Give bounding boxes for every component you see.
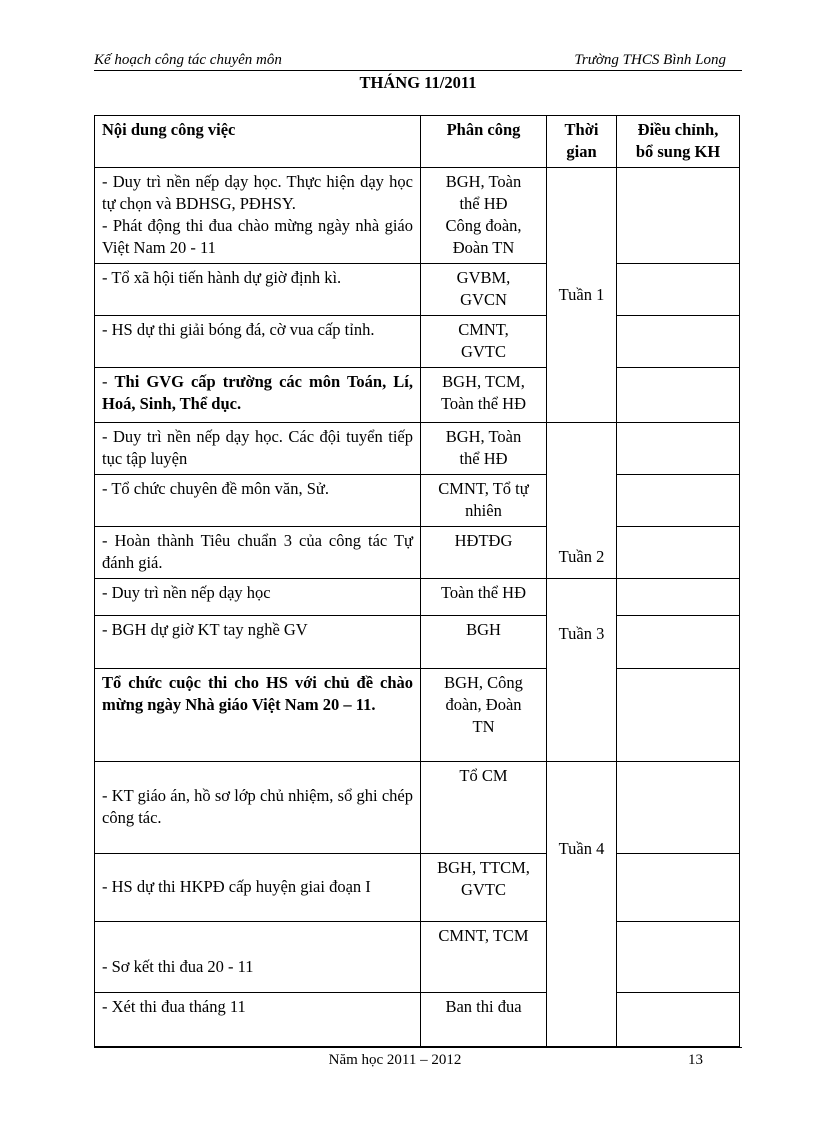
task-cell: Tổ chức cuộc thi cho HS với chủ đề chào mừng ngày Nhà giáo Việt Nam 20 – 11. <box>95 669 421 762</box>
adjustment-cell <box>617 993 740 1047</box>
adjustment-cell <box>617 316 740 368</box>
adjustment-cell <box>617 527 740 579</box>
adjustment-cell <box>617 264 740 316</box>
task-cell: - Hoàn thành Tiêu chuẩn 3 của công tác Tự đánh giá. <box>95 527 421 579</box>
adjustment-cell <box>617 616 740 669</box>
header-adjustment: Điều chỉnh, bổ sung KH <box>617 116 740 168</box>
adjustment-cell <box>617 368 740 423</box>
adjustment-cell <box>617 762 740 854</box>
assignment-cell: CMNT, TCM <box>421 922 547 993</box>
table-row <box>95 475 740 527</box>
task-cell: - Duy trì nền nếp dạy học <box>95 579 421 616</box>
assignment-cell: BGH <box>421 616 547 669</box>
assignment-cell: BGH, Toàn thể HĐ <box>421 423 547 475</box>
table-row <box>95 762 740 854</box>
footer-divider <box>94 1047 742 1048</box>
table-row <box>95 993 740 1047</box>
task-cell: - Thi GVG cấp trường các môn Toán, Lí, Hoá, Sinh, Thể dục. <box>95 368 421 423</box>
task-cell: - Xét thi đua tháng 11 <box>95 993 421 1047</box>
adjustment-cell <box>617 922 740 993</box>
table-row <box>95 368 740 423</box>
header-document-title: Kế hoạch công tác chuyên môn <box>94 52 282 68</box>
week-cell: Tuần 3 <box>547 579 617 762</box>
task-cell: - HS dự thi HKPĐ cấp huyện giai đoạn I <box>95 854 421 922</box>
table-row <box>95 669 740 762</box>
table-row <box>95 168 740 264</box>
assignment-cell: BGH, TCM, Toàn thể HĐ <box>421 368 547 423</box>
table-header-row <box>95 116 740 168</box>
adjustment-cell <box>617 579 740 616</box>
table-row <box>95 423 740 475</box>
page-title: THÁNG 11/2011 <box>359 73 477 92</box>
table-row <box>95 616 740 669</box>
task-cell: - Tổ chức chuyên đề môn văn, Sử. <box>95 475 421 527</box>
page-number: 13 <box>688 1052 703 1068</box>
assignment-cell: BGH, Công đoàn, Đoàn TN <box>421 669 547 762</box>
task-cell: - Tổ xã hội tiến hành dự giờ định kì. <box>95 264 421 316</box>
task-cell: - BGH dự giờ KT tay nghề GV <box>95 616 421 669</box>
table-row <box>95 579 740 616</box>
task-cell: - KT giáo án, hồ sơ lớp chủ nhiệm, sổ ghi chép công tác. <box>95 762 421 854</box>
footer-school-year: Năm học 2011 – 2012 <box>328 1052 462 1068</box>
task-cell: - HS dự thi giải bóng đá, cờ vua cấp tỉnh. <box>95 316 421 368</box>
header-time: Thời gian <box>547 116 617 168</box>
table-row <box>95 527 740 579</box>
week-cell: Tuần 1 <box>547 168 617 423</box>
table-row <box>95 264 740 316</box>
adjustment-cell <box>617 669 740 762</box>
adjustment-cell <box>617 475 740 527</box>
assignment-cell: HĐTĐG <box>421 527 547 579</box>
assignment-cell: CMNT, GVTC <box>421 316 547 368</box>
task-cell: - Duy trì nền nếp dạy học. Các đội tuyển tiếp tục tập luyện <box>95 423 421 475</box>
task-cell: - Duy trì nền nếp dạy học. Thực hiện dạy học tự chọn và BDHSG, PĐHSY. - Phát động thi đua chào mừng ngày nhà giáo Việt Nam 20 - 11 <box>95 168 421 264</box>
work-plan-table <box>94 115 740 1047</box>
table-row <box>95 922 740 993</box>
week-cell: Tuần 4 <box>547 762 617 1047</box>
week-cell: Tuần 2 <box>547 423 617 579</box>
assignment-cell: CMNT, Tổ tự nhiên <box>421 475 547 527</box>
table-row <box>95 316 740 368</box>
header-school-name: Trường THCS Bình Long <box>574 52 726 68</box>
assignment-cell: Ban thi đua <box>421 993 547 1047</box>
task-cell: - Sơ kết thi đua 20 - 11 <box>95 922 421 993</box>
adjustment-cell <box>617 168 740 264</box>
assignment-cell: BGH, TTCM, GVTC <box>421 854 547 922</box>
assignment-cell: Tổ CM <box>421 762 547 854</box>
assignment-cell: GVBM, GVCN <box>421 264 547 316</box>
adjustment-cell <box>617 854 740 922</box>
assignment-cell: BGH, Toàn thể HĐ Công đoàn, Đoàn TN <box>421 168 547 264</box>
header-divider <box>94 70 742 71</box>
assignment-cell: Toàn thể HĐ <box>421 579 547 616</box>
header-content: Nội dung công việc <box>95 116 421 168</box>
adjustment-cell <box>617 423 740 475</box>
table-row <box>95 854 740 922</box>
header-assignment: Phân công <box>421 116 547 168</box>
